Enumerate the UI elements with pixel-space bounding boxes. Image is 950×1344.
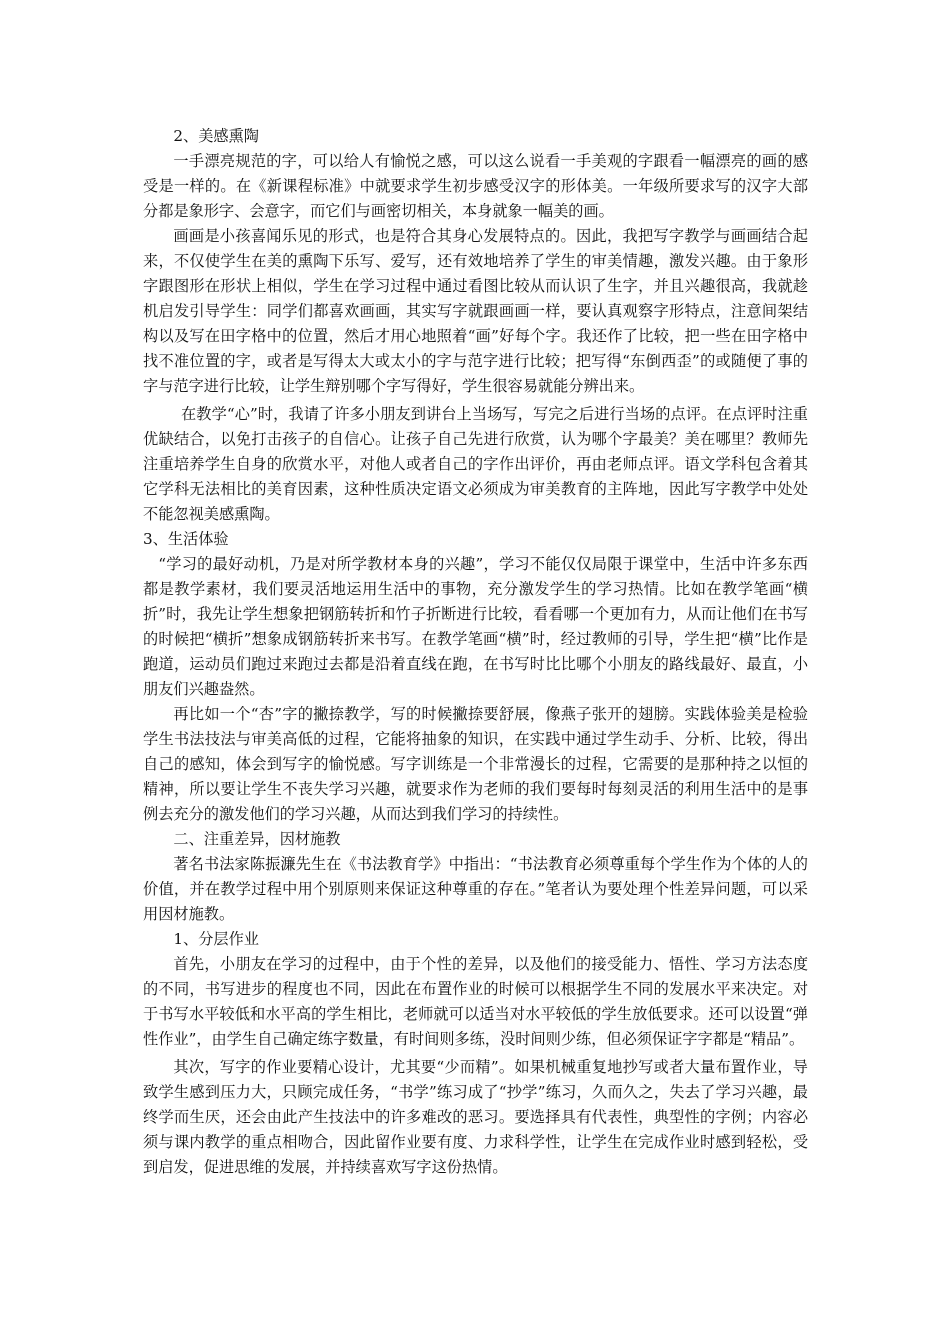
paragraph-drawing-and-writing: 画画是小孩喜闻乐见的形式，也是符合其身心发展特点的。因此，我把写字教学与画画结合起来，不仅使学生在美的熏陶下乐写、爱写，还有效地培养了学生的审美情趣，激发兴趣。由于象形字跟图形在形状上相似，学生在学习过程中通过看图比较从而认识了生字，并且兴趣很高，我就趁机启发引导学生：同学们都喜欢画画，其实写字就跟画画一样，要认真观察字形特点，注意间架结构以及写在田字格中的位置，然后才用心地照着“画”好每个字。我还作了比较，把一些在田字格中找不准位置的字，或者是写得太大或太小的字与范字进行比较；把写得“东倒西歪”的或随便了事的字与范字进行比较，让学生辩别哪个字写得好，学生很容易就能分辨出来。 — [143, 227, 808, 395]
heading-layered-homework: 1、分层作业 — [173, 930, 259, 948]
paragraph-second-homework-design: 其次，写字的作业要精心设计，尤其要“少而精”。如果机械重复地抄写或者大量布置作业，导致学生感到压力大，只顾完成任务，“书学”练习成了“抄学”练习，久而久之，失去了学习兴趣，最终学而生厌，还会由此产生技法中的许多难改的恶习。要选择具有代表性，典型性的字例；内容必须与课内教学的重点相吻合，因此留作业要有度、力求科学性，让学生在完成作业时感到轻松，受到启发，促进思维的发展，并持续喜欢写字这份热情。 — [143, 1058, 808, 1176]
heading-section-differences: 二、注重差异，因材施教 — [173, 830, 341, 848]
paragraph-teaching-xing: 再比如一个“杏”字的撇捺教学，写的时候撇捺要舒展，像燕子张开的翅膀。实践体验美是检验学生书法技法与审美高低的过程，它能将抽象的知识，在实践中通过学生动手、分析、比较，得出自己的感知，体会到写字的愉悦感。写字训练是一个非常漫长的过程，它需要的是那种持之以恒的精神，所以要让学生不丧失学习兴趣，就要求作为老师的我们要每时每刻灵活的利用生活中的是事例去充分的激发他们的学习兴趣，从而达到我们学习的持续性。 — [143, 705, 808, 823]
paragraph-calligrapher-quote: 著名书法家陈振濂先生在《书法教育学》中指出：“书法教育必须尊重每个学生作为个体的人的价值，并在教学过程中用个别原则来保证这种尊重的存在。”笔者认为要处理个性差异问题，可以采用因材施教。 — [143, 855, 808, 923]
document-page — [143, 124, 808, 1180]
paragraph-first-individual-differences: 首先，小朋友在学习的过程中，由于个性的差异，以及他们的接受能力、悟性、学习方法态度的不同，书写进步的程度也不同，因此在布置作业的时候可以根据学生不同的发展水平来决定。对于书写水平较低和水平高的学生相比，老师就可以适当对水平较低的学生放低要求。还可以设置“弹性作业”，由学生自己确定练字数量，有时间则多练，没时间则少练，但必须保证字字都是“精品”。 — [143, 955, 808, 1048]
heading-aesthetic-cultivation: 2、美感熏陶 — [173, 127, 259, 145]
paragraph-beautiful-handwriting: 一手漂亮规范的字，可以给人有愉悦之感，可以这么说看一手美观的字跟看一幅漂亮的画的感受是一样的。在《新课程标准》中就要求学生初步感受汉字的形体美。一年级所要求写的汉字大部分都是象形字、会意字，而它们与画密切相关，本身就象一幅美的画。 — [143, 152, 808, 220]
heading-life-experience: 3、生活体验 — [143, 530, 229, 548]
paragraph-learning-motivation: “学习的最好动机，乃是对所学教材本身的兴趣”，学习不能仅仅局限于课堂中，生活中许多东西都是教学素材，我们要灵活地运用生活中的事物，充分激发学生的学习热情。比如在教学笔画“横折”时，我先让学生想象把钢筋转折和竹子折断进行比较，看看哪一个更加有力，从而让他们在书写的时候把“横折”想象成钢筋转折来书写。在教学笔画“横”时，经过教师的引导，学生把“横”比作是跑道，运动员们跑过来跑过去都是沿着直线在跑，在书写时比比哪个小朋友的路线最好、最直，小朋友们兴趣盎然。 — [143, 555, 808, 698]
paragraph-teaching-xin: 在教学“心”时，我请了许多小朋友到讲台上当场写，写完之后进行当场的点评。在点评时注重优缺结合，以免打击孩子的自信心。让孩子自己先进行欣赏，认为哪个字最美？美在哪里？教师先注重培养学生自身的欣赏水平，对他人或者自己的字作出评价，再由老师点评。语文学科包含着其它学科无法相比的美育因素，这种性质决定语文必须成为审美教育的主阵地，因此写字教学中处处不能忽视美感熏陶。 — [143, 405, 808, 523]
